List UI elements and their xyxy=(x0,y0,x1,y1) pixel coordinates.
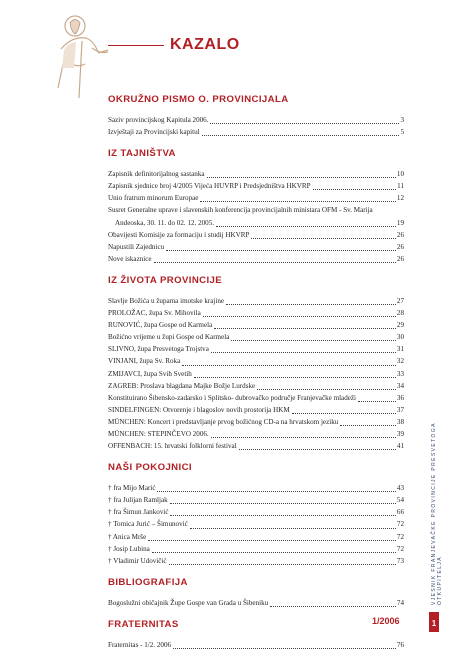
dot-leader xyxy=(358,401,396,402)
toc-section xyxy=(108,618,404,651)
toc-entry[interactable] xyxy=(108,307,404,319)
entry-title: MÜNCHEN: STEPINČEVO 2006. xyxy=(108,429,209,438)
toc-entry[interactable] xyxy=(108,192,404,204)
dot-leader xyxy=(154,262,396,263)
section-title: OKRUŽNO PISMO O. PROVINCIJALA xyxy=(108,94,289,105)
entry-title: † fra Mijo Marić xyxy=(108,484,156,493)
section-title: IZ TAJNIŠTVA xyxy=(108,148,176,160)
entry-title: Obavijesti Komisije za formaciju i studij HKVRP xyxy=(108,230,250,239)
entry-page: 76 xyxy=(396,640,404,649)
toc-section xyxy=(108,93,404,138)
dot-leader xyxy=(216,226,396,227)
dot-leader xyxy=(251,238,395,239)
entry-page: 26 xyxy=(396,230,404,239)
entry-page: 30 xyxy=(396,333,404,342)
toc-entry[interactable] xyxy=(108,368,404,380)
page-number: 1 xyxy=(431,619,437,628)
toc-entry[interactable] xyxy=(108,531,404,543)
entry-page: 12 xyxy=(396,194,404,203)
entry-page: 72 xyxy=(396,532,404,541)
saint-figure-icon xyxy=(52,8,110,100)
issue-number: 1/2006 xyxy=(372,616,400,626)
table-of-contents xyxy=(108,93,404,660)
toc-section xyxy=(108,274,404,452)
entry-title: MÜNCHEN: Koncert i predstavljanje prvog božićnog CD-a na hrvatskom jeziku xyxy=(108,417,339,426)
entry-page: 19 xyxy=(396,218,404,227)
entry-page: 26 xyxy=(396,254,404,263)
dot-leader xyxy=(157,491,395,492)
entry-page: 41 xyxy=(396,442,404,451)
page-number-badge xyxy=(429,612,439,632)
entry-title: Božićno vrijeme u župi Gospe od Karmela xyxy=(108,333,230,342)
entry-title: † Vladimir Udovičić xyxy=(108,556,167,565)
toc-section xyxy=(108,147,404,265)
dot-leader xyxy=(152,552,396,553)
dot-leader xyxy=(169,564,396,565)
toc-entry[interactable] xyxy=(108,555,404,567)
dot-leader xyxy=(170,515,395,516)
entry-page: 5 xyxy=(400,128,404,137)
entry-page: 33 xyxy=(396,369,404,378)
entry-page: 3 xyxy=(400,116,404,124)
entry-title: † Josip Lubina xyxy=(108,544,150,553)
entry-page: 54 xyxy=(396,496,404,505)
dot-leader xyxy=(202,135,400,136)
entry-title: Susret Generalne uprave i slavenskih konferencija provincijalnih ministara OFM - Sv. Marija xyxy=(108,206,373,215)
entry-page: 29 xyxy=(396,321,404,330)
entry-title: SLIVNO, župa Presvetoga Trojstva xyxy=(108,345,209,354)
side-publication-title: VJESNIK FRANJEVAČKE PROVINCIJE PRESVETOGA OTKUPITELJA xyxy=(431,422,443,605)
entry-title: † Anica Mrše xyxy=(108,532,147,541)
title-rule xyxy=(108,45,164,46)
dot-leader xyxy=(239,449,396,450)
entry-page: 27 xyxy=(396,296,404,305)
toc-entry[interactable] xyxy=(108,416,404,428)
toc-entry[interactable] xyxy=(108,543,404,555)
entry-title-continued: Andeoska, 30. 11. do 02. 12. 2005. xyxy=(115,218,215,227)
dot-leader xyxy=(231,340,396,341)
entry-title: PROLOŽAC, župa Sv. Mihovila xyxy=(108,309,201,318)
entry-page: 73 xyxy=(396,556,404,565)
dot-leader xyxy=(340,425,396,426)
dot-leader xyxy=(190,528,396,529)
toc-entry[interactable] xyxy=(108,518,404,530)
toc-entry[interactable] xyxy=(108,380,404,392)
entry-title: Napustili Zajednicu xyxy=(108,242,165,251)
entry-page: 26 xyxy=(396,242,404,251)
toc-entry[interactable] xyxy=(108,343,404,355)
toc-entry[interactable] xyxy=(108,126,404,138)
dot-leader xyxy=(211,352,396,353)
entry-title: † fra Šimun Janković xyxy=(108,508,169,517)
page-title: KAZALO xyxy=(170,36,240,53)
toc-entry[interactable] xyxy=(108,241,404,253)
dot-leader xyxy=(226,304,396,305)
entry-page: 31 xyxy=(396,345,404,354)
dot-leader xyxy=(148,540,396,541)
entry-page: 28 xyxy=(396,309,404,318)
entry-title: † fra Julijan Ramljak xyxy=(108,496,168,505)
entry-page: 32 xyxy=(396,357,404,366)
toc-entry[interactable] xyxy=(108,295,404,307)
toc-entry[interactable] xyxy=(108,355,404,367)
toc-entry[interactable] xyxy=(108,319,404,331)
dot-leader xyxy=(203,316,396,317)
entry-page: 39 xyxy=(396,429,404,438)
toc-entry[interactable] xyxy=(108,204,404,228)
toc-section xyxy=(108,461,404,567)
entry-title: Konstituirano Šibensko-zadarsko i Splitsko- dubrovačko područje Franjevačke mladeži xyxy=(108,393,357,402)
entry-title: RUNOVIĆ, župa Gospe od Karmela xyxy=(108,321,213,330)
dot-leader xyxy=(270,606,396,607)
section-title: NAŠI POKOJNICI xyxy=(108,462,192,474)
entry-title: Slavlje Božića u župama imotske krajine xyxy=(108,296,225,305)
entry-title: Saziv provincijskog Kapitula 2006. xyxy=(108,116,209,124)
section-title: BIBLIOGRAFIJA xyxy=(108,576,188,588)
entry-title: VINJANI, župa Sv. Roka xyxy=(108,357,181,366)
toc-entry[interactable] xyxy=(108,597,404,609)
dot-leader xyxy=(313,189,397,190)
toc-entry[interactable] xyxy=(108,482,404,494)
entry-title: † Tomica Jurić – Šimunović xyxy=(108,520,188,529)
entry-title: Zapisnik sjednice broj 4/2005 Vijeća HUVRP i Predsjedništva HKVRP xyxy=(108,182,311,191)
entry-title: Fraternitas - 1/2. 2006 xyxy=(108,640,172,649)
toc-entry[interactable] xyxy=(108,506,404,518)
toc-entry[interactable] xyxy=(108,392,404,404)
entry-title: ZMIJAVCI, župa Svih Svetih xyxy=(108,369,192,378)
entry-page: 72 xyxy=(396,520,404,529)
toc-entry[interactable] xyxy=(108,331,404,343)
entry-title: SINDELFINGEN: Otvorenje i blagoslov novih prostorija HKM xyxy=(108,405,290,414)
toc-entry[interactable] xyxy=(108,404,404,416)
dot-leader xyxy=(210,123,399,124)
dot-leader xyxy=(166,250,396,251)
dot-leader xyxy=(211,437,396,438)
dot-leader xyxy=(257,389,396,390)
section-title: FRATERNITAS xyxy=(108,618,179,630)
dot-leader xyxy=(194,377,396,378)
entry-page: 34 xyxy=(396,381,404,390)
toc-entry[interactable] xyxy=(108,168,404,180)
dot-leader xyxy=(173,648,396,649)
entry-title: OFFENBACH: 15. hrvatski folklorni festival xyxy=(108,442,237,451)
toc-entry[interactable] xyxy=(108,639,404,651)
entry-page: 72 xyxy=(396,544,404,553)
toc-section xyxy=(108,576,404,609)
entry-title: Bogoslužni običajnik Župe Gospe van Grada u Šibeniku xyxy=(108,598,269,607)
entry-page: 43 xyxy=(396,484,404,493)
entry-title: Unio fratrum minorum Europae xyxy=(108,194,199,203)
entry-page: 10 xyxy=(396,170,404,179)
toc-entry[interactable] xyxy=(108,440,404,452)
entry-title: Izvještaji za Provincijski kapitul xyxy=(108,128,200,137)
dot-leader xyxy=(200,201,395,202)
section-title: IZ ŽIVOTA PROVINCIJE xyxy=(108,274,223,286)
entry-title: Zapisnik definitorijalnog sastanka xyxy=(108,170,205,179)
toc-entry[interactable] xyxy=(108,494,404,506)
entry-page: 36 xyxy=(396,393,404,402)
toc-entry[interactable] xyxy=(108,229,404,241)
entry-title: ZAGREB: Proslava blagdana Majke Božje Lurdske xyxy=(108,381,256,390)
entry-title: Nove iskaznice xyxy=(108,254,152,263)
dot-leader xyxy=(292,413,396,414)
toc-entry[interactable] xyxy=(108,253,404,265)
entry-page: 66 xyxy=(396,508,404,517)
toc-entry[interactable] xyxy=(108,428,404,440)
dot-leader xyxy=(170,503,396,504)
dot-leader xyxy=(207,177,396,178)
entry-page: 37 xyxy=(396,405,404,414)
toc-entry[interactable] xyxy=(108,114,404,126)
entry-page: 38 xyxy=(396,417,404,426)
entry-page: 11 xyxy=(397,182,404,191)
toc-entry[interactable] xyxy=(108,180,404,192)
dot-leader xyxy=(182,365,396,366)
entry-page: 74 xyxy=(396,598,404,607)
dot-leader xyxy=(214,328,396,329)
